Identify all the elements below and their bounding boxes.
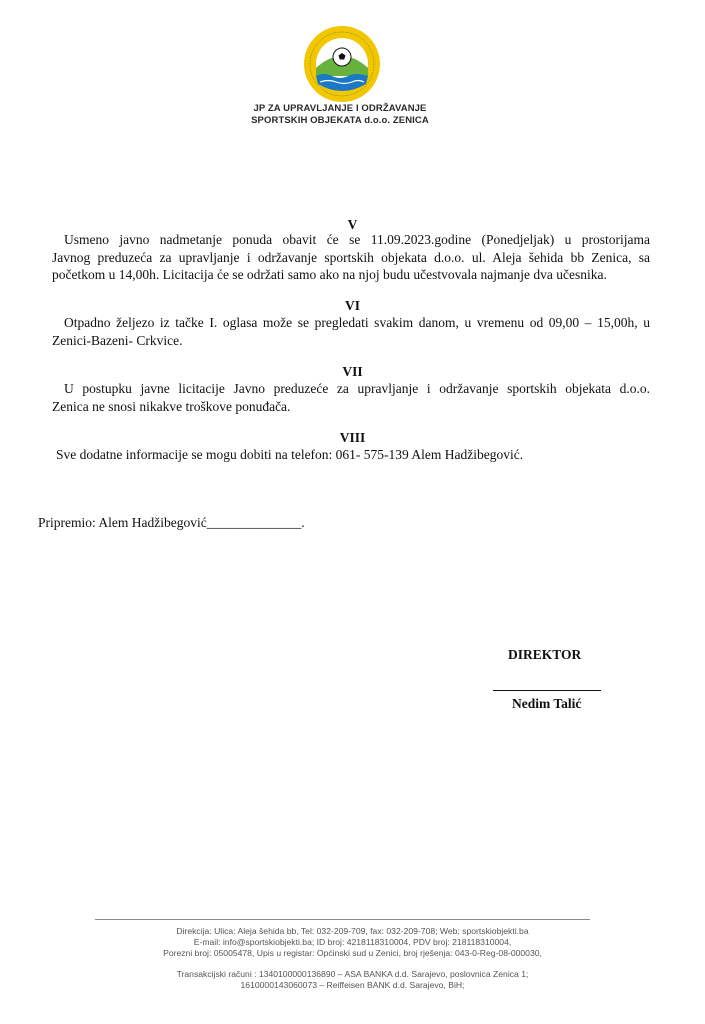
signature-line (493, 690, 601, 691)
section-vi-text (52, 314, 650, 349)
section-v-line3: početkom u 14,00h. Licitacija će se održati samo ako na njoj budu učestvovala najmanje dva učesnika. (52, 267, 607, 282)
footer-divider (95, 919, 590, 920)
section-v-line2: Javnog preduzeća za upravljanje i održavanje sportskih objekata d.o.o. ul. Aleja šehida bb Zenica, sa (52, 249, 650, 265)
company-logo (302, 24, 382, 104)
footer-line5: 1610000143060073 – Reiffeisen BANK d.d. Sarajevo, BiH; (240, 980, 465, 990)
section-vi-line1: Otpadno željezo iz tačke I. oglasa može se pregledati svakim danom, u vremenu od 09,00 – 15,00h, u (64, 315, 650, 330)
director-name: Nedim Talić (512, 696, 582, 711)
footer-contact (100, 926, 605, 959)
section-vii-line1: U postupku javne licitacije Javno preduzeće za upravljanje i održavanje sportskih objekata d.o.o. (64, 381, 650, 396)
footer-line1: Direkcija: Ulica: Aleja šehida bb, Tel: 032-209-709, fax: 032-209-708; Web: sportskiobjekti.ba (176, 926, 529, 936)
section-heading-vii: VII (342, 364, 363, 379)
organization-name (200, 103, 480, 127)
section-viii-text (56, 446, 654, 464)
section-vii-line2: Zenica ne snosi nikakve troškove ponuđača. (52, 398, 291, 414)
section-v-line1: Usmeno javno nadmetanje ponuda obavit će se 11.09.2023.godine (Ponedjeljak) u prostorijama (64, 232, 650, 247)
section-v-text (52, 231, 650, 284)
section-viii-line1: Sve dodatne informacije se mogu dobiti na telefon: 061- 575-139 Alem Hadžibegović. (56, 447, 524, 462)
section-heading-v: V (347, 217, 358, 232)
footer-line2: E-mail: info@sportskiobjekti.ba; ID broj: 4218118310004, PDV broj: 218118310004, (193, 937, 512, 947)
organization-name-line2: SPORTSKIH OBJEKATA d.o.o. ZENICA (251, 115, 429, 126)
director-title: DIREKTOR (508, 647, 582, 662)
footer-bank (100, 969, 605, 991)
section-heading-viii: VIII (339, 430, 366, 445)
footer-line4: Transakcijski računi : 1340100000136890 – ASA BANKA d.d. Sarajevo, poslovnica Zenica 1; (176, 969, 529, 979)
section-heading-vi: VI (344, 298, 360, 313)
prepared-by: Pripremio: Alem Hadžibegović______________. (38, 515, 305, 530)
organization-name-line1: JP ZA UPRAVLJANJE I ODRŽAVANJE (253, 103, 427, 114)
section-vii-text (52, 380, 650, 415)
footer-line3: Porezni broj: 05005478, Upis u registar: Općinski sud u Zenici, broj rješenja: 043-0-Reg-08-000030, (163, 948, 542, 958)
section-vi-line2: Zenici-Bazeni- Crkvice. (52, 332, 183, 348)
